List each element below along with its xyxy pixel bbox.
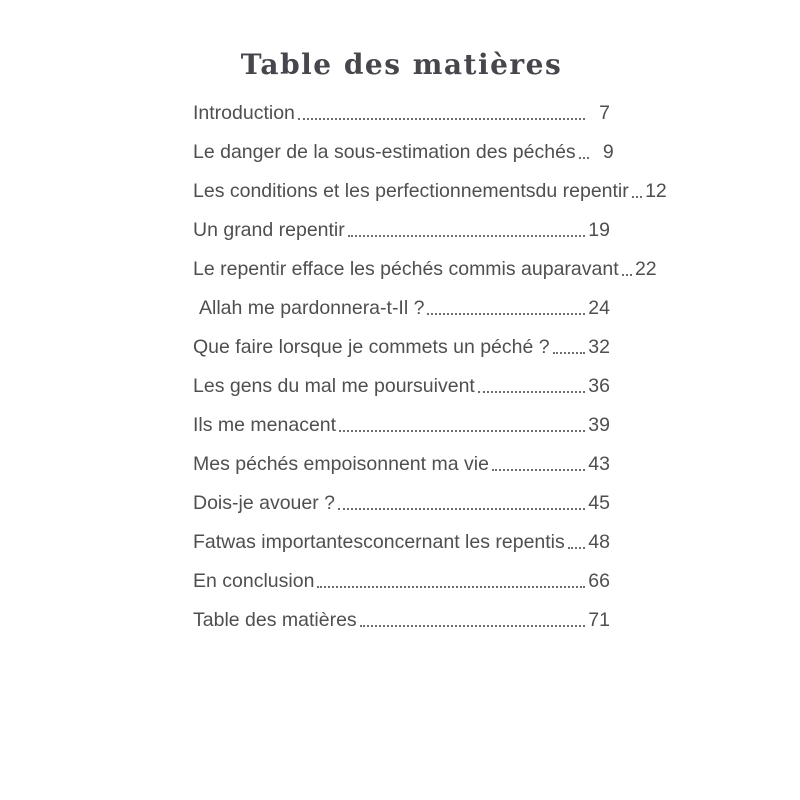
dot-leader: [360, 607, 585, 627]
toc-entry-page: 71: [588, 609, 610, 631]
dot-leader: [427, 295, 585, 315]
toc-entry-page: 45: [588, 492, 610, 514]
toc-content-column: [193, 48, 667, 646]
toc-entry: [193, 529, 610, 555]
toc-entry-page: 19: [588, 219, 610, 241]
dot-leader: [568, 529, 585, 549]
dot-leader: [553, 334, 585, 354]
dot-leader: [622, 256, 632, 276]
toc-entry-label: Table des matières: [193, 609, 357, 631]
dot-leader: [492, 451, 585, 471]
dot-leader: [338, 490, 585, 510]
dot-leader: [298, 100, 585, 120]
toc-entry-page: 24: [588, 297, 610, 319]
toc-entry-label: Les conditions et les perfectionnementsdu repentir: [193, 180, 629, 202]
toc-entry: [193, 490, 610, 516]
toc-entry-label: Dois-je avouer ?: [193, 492, 335, 514]
toc-entry: [193, 568, 610, 594]
toc-entry-page: 22: [634, 258, 657, 280]
toc-entry-label: Que faire lorsque je commets un péché ?: [193, 336, 550, 358]
toc-entry-label: Mes péchés empoisonnent ma vie: [193, 453, 489, 475]
toc-entry: [193, 217, 610, 243]
dot-leader: [317, 568, 585, 588]
toc-entry-page: 12: [645, 180, 667, 202]
toc-entry-page: 36: [588, 375, 610, 397]
toc-entry-label: Un grand repentir: [193, 219, 345, 241]
toc-entry: [193, 451, 610, 477]
toc-entry: [193, 178, 667, 204]
toc-entry-page: 9: [602, 141, 614, 163]
toc-entry-label: Fatwas importantesconcernant les repentis: [193, 531, 565, 553]
toc-entry-page: 7: [599, 102, 610, 124]
toc-entry: [193, 100, 610, 126]
toc-entry: [193, 139, 614, 165]
toc-entry: [193, 295, 610, 321]
toc-entry: [193, 334, 610, 360]
dot-leader: [579, 139, 589, 159]
toc-list: [193, 100, 667, 633]
toc-entry: [193, 373, 610, 399]
dot-leader: [632, 178, 642, 198]
toc-entry-label: Les gens du mal me poursuivent: [193, 375, 475, 397]
toc-entry: [193, 412, 610, 438]
page-title: Table des matières: [240, 48, 563, 81]
dot-leader: [478, 373, 585, 393]
toc-entry: [193, 607, 610, 633]
toc-entry-label: Le repentir efface les péchés commis auparavant: [193, 258, 619, 280]
dot-leader: [339, 412, 585, 432]
toc-entry-label: Allah me pardonnera-t-Il ?: [199, 297, 425, 319]
toc-entry-page: 39: [588, 414, 610, 436]
toc-entry-label: En conclusion: [193, 570, 315, 592]
toc-entry: [193, 256, 657, 282]
toc-entry-page: 43: [588, 453, 610, 475]
toc-entry-page: 66: [588, 570, 610, 592]
toc-entry-page: 48: [588, 531, 610, 553]
toc-entry-page: 32: [588, 336, 610, 358]
toc-entry-label: Ils me menacent: [193, 414, 337, 436]
dot-leader: [348, 217, 585, 237]
toc-entry-label: Introduction: [193, 102, 295, 124]
toc-entry-label: Le danger de la sous-estimation des péchés: [193, 141, 576, 163]
